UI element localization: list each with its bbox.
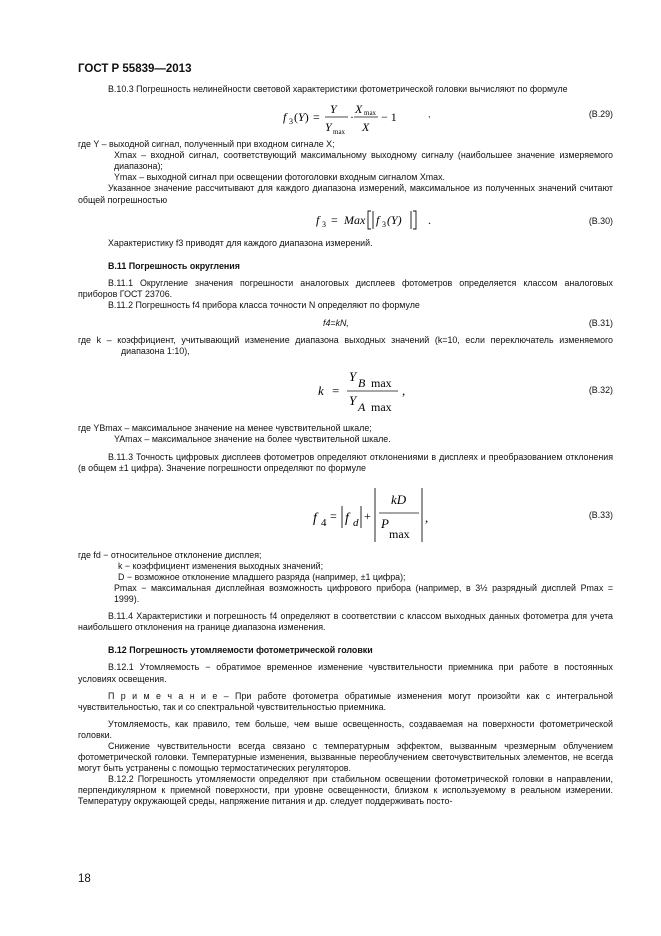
def-k: где k – коэффициент, учитывающий изменение диапазона выходных значений (k=10, если переключатель изменяемого диапазона 1:10), [78,335,613,357]
f29-den-x: X [362,120,370,135]
document-header: ГОСТ Р 55839—2013 [78,63,192,75]
f30-f: f [316,212,320,227]
page-number: 18 [78,873,91,885]
f30-eq: = [331,212,338,227]
f33-kd: kD [391,491,407,507]
def-ybmax: где YBmax – максимальное значение на менее чувствительной шкале; [78,423,372,434]
f33-fd: f [345,510,349,526]
f29-arg: (Y) [294,110,309,125]
f29-dot: · [350,110,354,125]
paragraph-b12-1-p3: Снижение чувствительности всегда связано с температурным эффектом, вызванным чрезмерным облучением фотометрической головки. Температурные изменения, вызванные переоблучением светочувствительных элементов, не всегда могут быть устранены с помощью термостатических регуляторов. [78,741,613,774]
f29-minus1: − 1 [381,110,397,125]
formula-b31-number: (В.31) [588,318,613,329]
formula-b32-math [318,367,468,417]
paragraph-b12-2: В.12.2 Погрешность утомляемости определяют при стабильном освещении фотометрической головки в направлении, перпендикулярном к приемной поверхности, при уровне освещенности, близком к используемому в реальном измерении. Температуру окружающей среды, напряжение питания и др. следует поддерживать посто- [78,774,613,807]
f30-inner-f: f [376,212,380,227]
def-fd: где fd − относительное отклонение дисплея; [78,549,262,560]
f30-inner-arg: (Y) [387,212,402,227]
f33-comma: , [425,509,429,525]
f32-num-y: Y [349,369,357,385]
f33-eq: = [330,508,337,523]
f33-sub-d: d [353,516,359,529]
paragraph-b10-3: В.10.3 Погрешность нелинейности световой характеристики фотометрической головки вычисляют по формуле [108,84,568,94]
f33-plus: + [364,508,371,523]
f29-num-max: max [364,109,377,118]
f29-eq: = [313,110,320,125]
paragraph-b12-1: В.12.1 Утомляемость − обратимое временное изменение чувствительности приемника при работе в постоянных условиях освещения. [78,662,613,684]
f32-den-a: A [358,400,366,415]
formula-b29-number: (В.29) [588,109,613,120]
formula-b32-number: (В.32) [588,385,613,396]
f29-f: f [283,110,287,125]
f33-max: max [389,526,410,541]
paragraph-b10-3-note: Указанное значение рассчитывают для каждого диапазона измерений, максимальное из полученных значений считают общей погрешностью [78,183,613,205]
f32-num-b: B [358,376,366,391]
def-ymax: Ymax – выходной сигнал при освещении фотоголовки входным сигналом Xmax. [114,172,445,183]
paragraph-b11-4: В.11.4 Характеристики и погрешность f4 определяют в соответствии с классом выходных данных фотометра для учета наибольшего отклонения на границе диапазона изменения. [78,611,613,633]
f30-sub3: 3 [322,219,326,229]
section-b11-title: В.11 Погрешность округления [108,260,240,271]
formula-b30 [78,206,613,238]
formula-b31 [78,311,613,335]
formula-b29-math [283,99,423,139]
f32-comma: , [402,383,406,399]
f29-arg-y: Y [298,110,305,125]
paragraph-b12-1-p2: Утомляемость, как правило, тем больше, чем выше освещенность, создаваемая на поверхности фотометрической головки. [78,718,613,740]
paragraph-b11-3: В.11.3 Точность цифровых дисплеев фотометров определяют отклонениями в дисплеях и преобразованием отклонения (в общем ±1 цифра). Значение погрешности определяют по формуле [78,451,613,473]
note-b12-1: П р и м е ч а н и е – При работе фотометра обратимые изменения могут произойти как с интегральной чувствительностью, так и со спектральной чувствительностью приемника. [78,690,613,712]
formula-b31-expr: f4=kN, [323,318,349,329]
paragraph-b11-1: В.11.1 Округление значения погрешности аналоговых дисплеев фотометров определяется классом аналоговых приборов ГОСТ 23706. [78,277,613,299]
f33-p: P [381,515,389,531]
formula-b30-math [316,206,456,236]
f32-den-y: Y [349,393,357,409]
paragraph-b10-3-tail: Характеристику f3 приводят для каждого диапазона измерений. [108,237,373,248]
f29-num-x: X [355,102,363,117]
f32-eq: = [332,383,340,399]
f29-den-max: max [333,128,346,137]
def-d: D − возможное отклонение младшего разряда (например, ±1 цифра); [118,571,406,582]
f30-inner-sub3: 3 [382,219,386,229]
f30-max: Max [344,212,366,227]
f30-bracket-right [411,211,416,229]
f29-sub3: 3 [289,117,293,127]
f33-f: f [313,510,317,526]
f30-dot: . [428,212,431,227]
f29-comma: , [428,109,431,120]
formula-b32 [78,357,613,423]
formula-b33-math [313,486,493,546]
f30-bracket-left [368,211,373,229]
paragraph-b11-2: В.11.2 Погрешность f4 прибора класса точности N определяют по формуле [108,300,420,311]
document-body [78,84,613,808]
formula-b29 [78,95,613,139]
def-pmax: Pmax − максимальная дисплейная возможность цифрового прибора (например, в 3½ разрядный дисплей Pmax = 1999). [114,582,613,605]
def-y: где Y – выходной сигнал, полученный при входном сигнале X; [78,139,335,150]
def-yamax: YAmax – максимальное значение на более чувствительной шкале. [114,434,391,445]
section-b12-title: В.12 Погрешность утомляемости фотометрической головки [108,645,373,656]
def-k2: k − коэффициент изменения выходных значений; [118,560,324,571]
f29-num-y: Y [330,102,337,117]
formula-b30-number: (В.30) [588,215,613,226]
f32-den-max: max [371,400,392,415]
formula-b33-number: (В.33) [588,509,613,520]
f33-sub4: 4 [321,516,327,529]
f32-num-max: max [371,376,392,391]
f29-den-y: Y [325,120,332,135]
f32-k: k [318,383,324,399]
formula-b33 [78,474,613,550]
def-xmax: Xmax – входной сигнал, соответствующий максимальному выходному сигналу (наибольшее значение измеряемого диапазона); [114,150,613,172]
